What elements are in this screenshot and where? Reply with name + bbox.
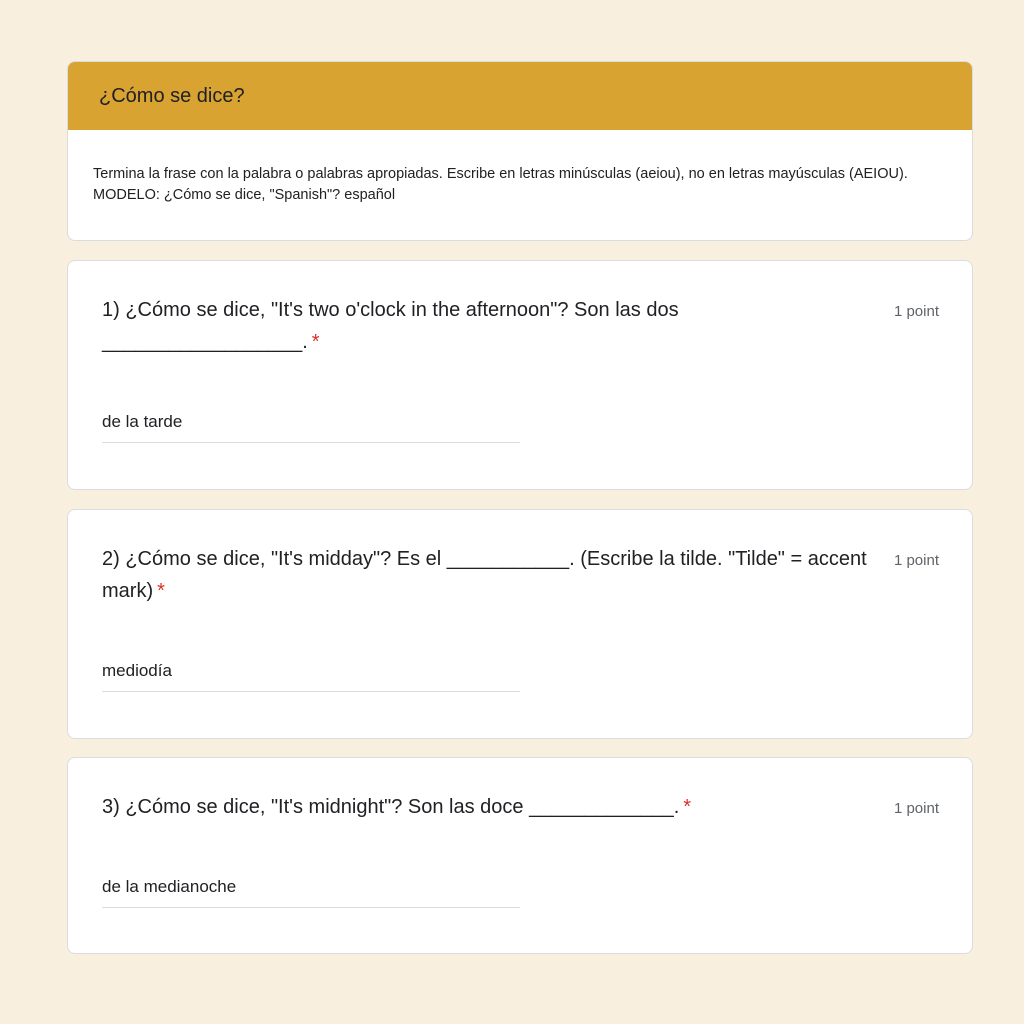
question-card-1 [67, 260, 973, 490]
question-card-2 [67, 509, 973, 739]
answer-input-3[interactable]: de la medianoche [102, 877, 520, 908]
required-asterisk-2: * [157, 580, 165, 602]
question-title-2 [102, 543, 872, 607]
question-points-3: 1 point [893, 800, 939, 817]
answer-input-1[interactable]: de la tarde [102, 412, 520, 443]
form-header-card [67, 61, 973, 241]
question-card-3 [67, 757, 973, 954]
required-asterisk-3: * [683, 796, 692, 818]
question-text-1: 1) ¿Cómo se dice, "It's two o'clock in the afternoon"? Son las dos __________________. [102, 299, 679, 353]
question-text-3: 3) ¿Cómo se dice, "It's midnight"? Son las doce _____________. [102, 796, 680, 818]
question-title-3 [102, 791, 872, 823]
required-asterisk-1: * [311, 331, 320, 353]
answer-input-2[interactable]: mediodía [102, 661, 520, 692]
form-header-band [68, 62, 972, 130]
form-description: Termina la frase con la palabra o palabras apropiadas. Escribe en letras minúsculas (aeiou), no en letras mayúsculas (AEIOU). MODELO: ¿Cómo se dice, "Spanish"? español [93, 166, 908, 203]
question-title-1 [102, 294, 872, 358]
form-title: ¿Cómo se dice? [99, 84, 245, 107]
question-text-2: 2) ¿Cómo se dice, "It's midday"? Es el ___________. (Escribe la tilde. "Tilde" = accent mark) [102, 548, 867, 602]
question-points-1: 1 point [893, 303, 939, 320]
question-points-2: 1 point [893, 552, 939, 569]
